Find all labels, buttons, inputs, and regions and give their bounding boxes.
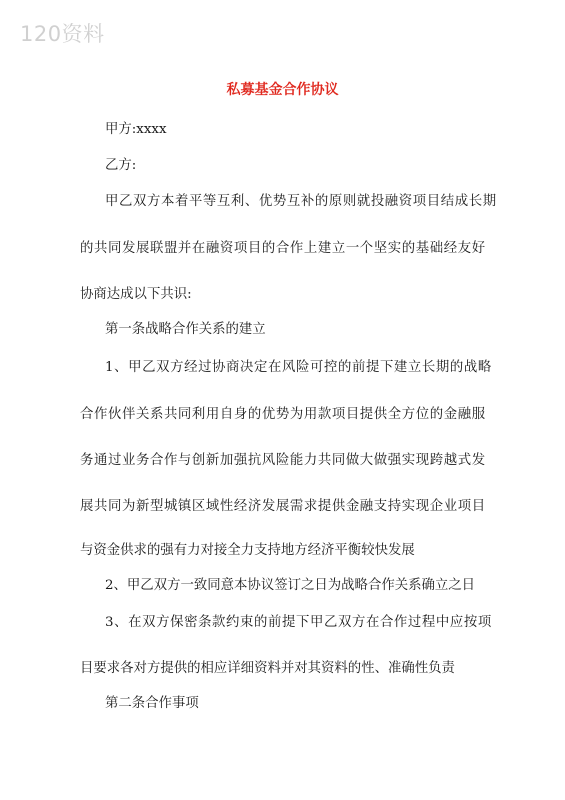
intro-line-1: 甲乙双方本着平等互利、优势互补的原则就投融资项目结成长期 (105, 194, 497, 209)
intro-line-3: 协商达成以下共识: (80, 287, 192, 302)
article-2-heading: 第二条合作事项 (105, 696, 199, 711)
clause-1-line-5: 与资金供求的强有力对接全力支持地方经济平衡较快发展 (80, 543, 415, 558)
clause-3-line-1: 3、在双方保密条款约束的前提下甲乙双方在合作过程中应按项 (105, 615, 492, 630)
party-a-line: 甲方:xxxx (105, 122, 167, 137)
clause-1-line-4: 展共同为新型城镇区域性经济发展需求提供金融支持实现企业项目 (80, 499, 486, 514)
clause-1-line-3: 务通过业务合作与创新加强抗风险能力共同做大做强实现跨越式发 (80, 453, 486, 468)
intro-line-2: 的共同发展联盟并在融资项目的合作上建立一个坚实的基础经友好 (80, 241, 486, 256)
clause-3-line-2: 目要求各对方提供的相应详细资料并对其资料的性、准确性负责 (80, 661, 455, 676)
clause-1-line-1: 1、甲乙双方经过协商决定在风险可控的前提下建立长期的战略 (105, 360, 492, 375)
clause-2: 2、甲乙双方一致同意本协议签订之日为战略合作关系确立之日 (105, 578, 476, 593)
clause-1-line-2: 合作伙伴关系共同利用自身的优势为用款项目提供全方位的金融服 (80, 407, 486, 422)
document-title: 私募基金合作协议 (226, 82, 339, 98)
party-b-line: 乙方: (105, 158, 137, 173)
article-1-heading: 第一条战略合作关系的建立 (105, 322, 266, 337)
watermark: 120资料 (20, 22, 105, 46)
